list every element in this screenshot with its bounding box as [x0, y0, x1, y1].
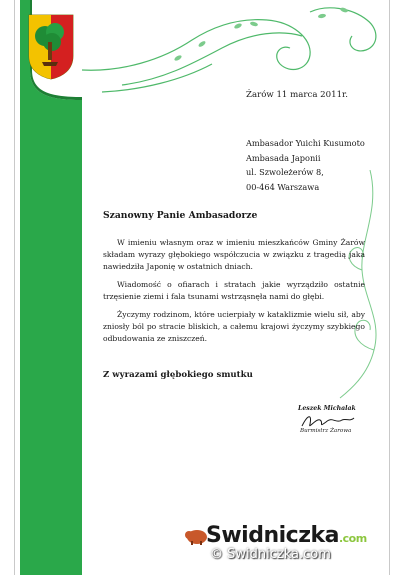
- recipient-address: [246, 136, 365, 194]
- recipient-line: ul. Szwoleżerów 8,: [246, 167, 324, 178]
- body-paragraph: W imieniu własnym oraz w imieniu mieszkańców Gminy Żarów składam wyrazy głębokiego współczucia w związku z tragedią jaka nawiedziła Japonię w ostatnich dniach.: [103, 238, 365, 271]
- watermark-copyright: © Swidniczka.com: [210, 547, 331, 562]
- letter-body: [103, 237, 365, 351]
- watermark-domain: .com: [338, 532, 367, 545]
- letter-date: Żarów 11 marca 2011r.: [246, 90, 348, 100]
- body-paragraph: Życzymy rodzinom, które ucierpiały w kataklizmie wielu sił, aby zniosły ból po stracie bliskich, a całemu krajowi życzymy szybkiego odbudowania ze zniszczeń.: [103, 310, 365, 343]
- signatory-name: Leszek Michalak: [298, 405, 356, 412]
- recipient-line: Ambasada Japonii: [246, 152, 321, 163]
- salutation: Szanowny Panie Ambasadorze: [103, 210, 258, 221]
- signatory-title: Burmistrz Żarowa: [300, 428, 352, 434]
- coat-of-arms-icon: [28, 14, 74, 80]
- recipient-line: Ambasador Yuichi Kusumoto: [246, 138, 365, 148]
- recipient-line: 00-464 Warszawa: [246, 181, 320, 192]
- closing-line: Z wyrazami głębokiego smutku: [103, 370, 253, 380]
- watermark-brand: Swidniczka: [206, 523, 339, 548]
- decorative-swirl-top: [82, 0, 400, 95]
- body-paragraph: Wiadomość o ofiarach i stratach jakie wyrządziło ostatnie trzęsienie ziemi i fala tsunami wstrząsnęła nami do głębi.: [103, 280, 365, 301]
- watermark-logo: [180, 523, 367, 548]
